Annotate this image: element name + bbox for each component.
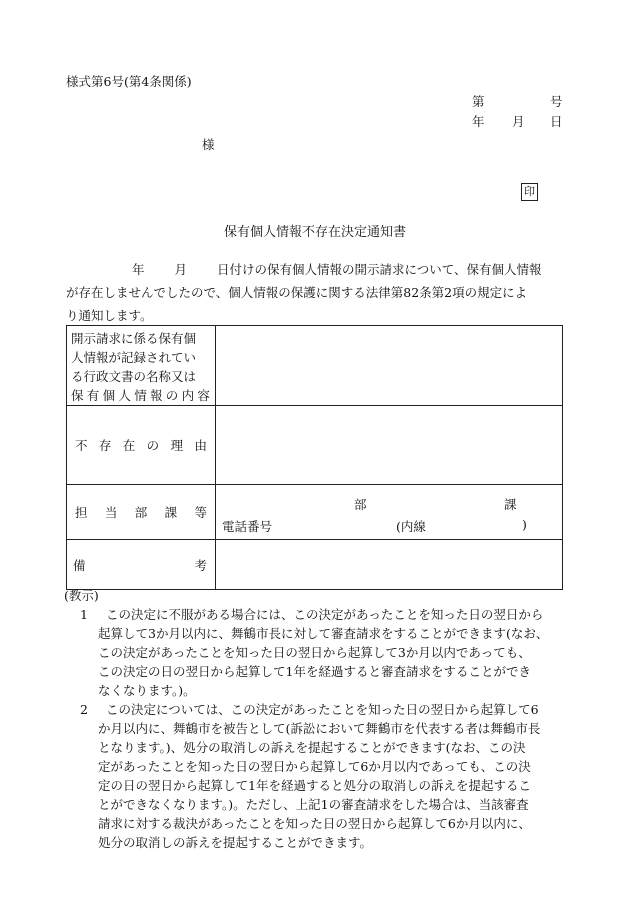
- document-number-suffix: 号: [550, 94, 563, 109]
- instruction-item: [66, 700, 576, 852]
- label-char: 課: [164, 505, 178, 520]
- instructions-heading: (教示): [64, 588, 99, 603]
- extension-open-label: (内線: [396, 519, 426, 534]
- label-char: 由: [194, 438, 207, 453]
- label-char: 当: [104, 505, 118, 520]
- intro-paragraph: [66, 258, 566, 327]
- department-bu-label: 部: [354, 497, 367, 512]
- instruction-number: 1: [80, 607, 88, 622]
- info-table: [66, 325, 563, 590]
- date-day-label: 日: [550, 114, 563, 129]
- instruction-number: 2: [80, 702, 88, 717]
- instruction-line: となります。)、処分の取消しの訴えを提起することができます(なお、この決: [98, 740, 526, 755]
- intro-year: 年: [132, 262, 145, 277]
- label-char: 理: [170, 438, 184, 453]
- value-document-name[interactable]: [216, 326, 563, 406]
- instruction-line: 定の日の翌日から起算して1年を経過すると処分の取消しの訴えを提起するこ: [98, 778, 531, 793]
- label-char: 存: [98, 438, 112, 453]
- form-number: 様式第6号(第4条関係): [66, 74, 192, 89]
- intro-line1: 日付けの保有個人情報の開示請求について、保有個人情報: [217, 262, 542, 277]
- table-row: [67, 485, 563, 540]
- label-line: る行政文書の名称又は: [71, 369, 197, 384]
- label-char: 部: [134, 505, 148, 520]
- label-document-name: [67, 326, 216, 406]
- label-char: の: [146, 438, 160, 453]
- instruction-line: とができなくなります。)。ただし、上記1の審査請求をした場合は、当該審査: [98, 797, 529, 812]
- addressee-suffix: 様: [202, 137, 215, 152]
- label-line: 保有個人情報の内容: [71, 388, 214, 403]
- instruction-line: 処分の取消しの訴えを提起することができます。: [98, 835, 373, 850]
- intro-line2: が存在しませんでしたので、個人情報の保護に関する法律第82条第2項の規定によ: [66, 285, 528, 300]
- instruction-line: この決定の日の翌日から起算して1年を経過すると審査請求をすることができ: [98, 664, 531, 679]
- document-number-label: 第: [472, 94, 485, 109]
- label-reason: [67, 406, 216, 485]
- label-remarks: [67, 540, 216, 590]
- label-char: 考: [194, 557, 207, 573]
- instruction-line: なくなります。)。: [98, 683, 196, 698]
- label-line: 開示請求に係る保有個: [71, 331, 197, 346]
- instruction-line: この決定があったことを知った日の翌日から起算して3か月以内であっても、: [98, 645, 531, 660]
- department-ka-label: 課: [504, 497, 517, 512]
- label-char: 備: [73, 557, 86, 573]
- instruction-line: か月以内に、舞鶴市を被告として(訴訟において舞鶴市を代表する者は舞鶴市長: [98, 721, 541, 736]
- date-month-label: 月: [512, 114, 525, 129]
- seal-stamp: 印: [521, 183, 538, 201]
- intro-line3: り通知します。: [66, 308, 153, 323]
- instruction-line: 起算して3か月以内に、舞鶴市長に対して審査請求をすることができます(なお、: [98, 626, 549, 641]
- document-title: 保有個人情報不存在決定通知書: [223, 225, 406, 240]
- label-char: 担: [75, 505, 88, 520]
- phone-label: 電話番号: [222, 519, 273, 534]
- extension-close-label: ): [522, 517, 527, 532]
- table-row: [67, 406, 563, 485]
- instructions-section: [66, 586, 576, 852]
- label-char: 等: [194, 505, 207, 520]
- label-char: 不: [75, 438, 88, 453]
- label-department: [67, 485, 216, 540]
- table-row: [67, 540, 563, 590]
- value-reason[interactable]: [216, 406, 563, 485]
- value-department[interactable]: [216, 485, 563, 540]
- instruction-line: この決定に不服がある場合には、この決定があったことを知った日の翌日から: [106, 607, 544, 622]
- instruction-line: 定があったことを知った日の翌日から起算して6か月以内であっても、この決: [98, 759, 531, 774]
- date-year-label: 年: [472, 114, 485, 129]
- instruction-line: 請求に対する裁決があったことを知った日の翌日から起算して6か月以内に、: [98, 816, 531, 831]
- intro-month: 月: [174, 262, 188, 277]
- value-remarks[interactable]: [216, 540, 563, 590]
- label-char: 在: [122, 438, 136, 453]
- table-row: [67, 326, 563, 406]
- instruction-item: [66, 605, 576, 700]
- instruction-line: この決定については、この決定があったことを知った日の翌日から起算して6: [106, 702, 539, 717]
- label-line: 人情報が記録されてい: [71, 350, 197, 365]
